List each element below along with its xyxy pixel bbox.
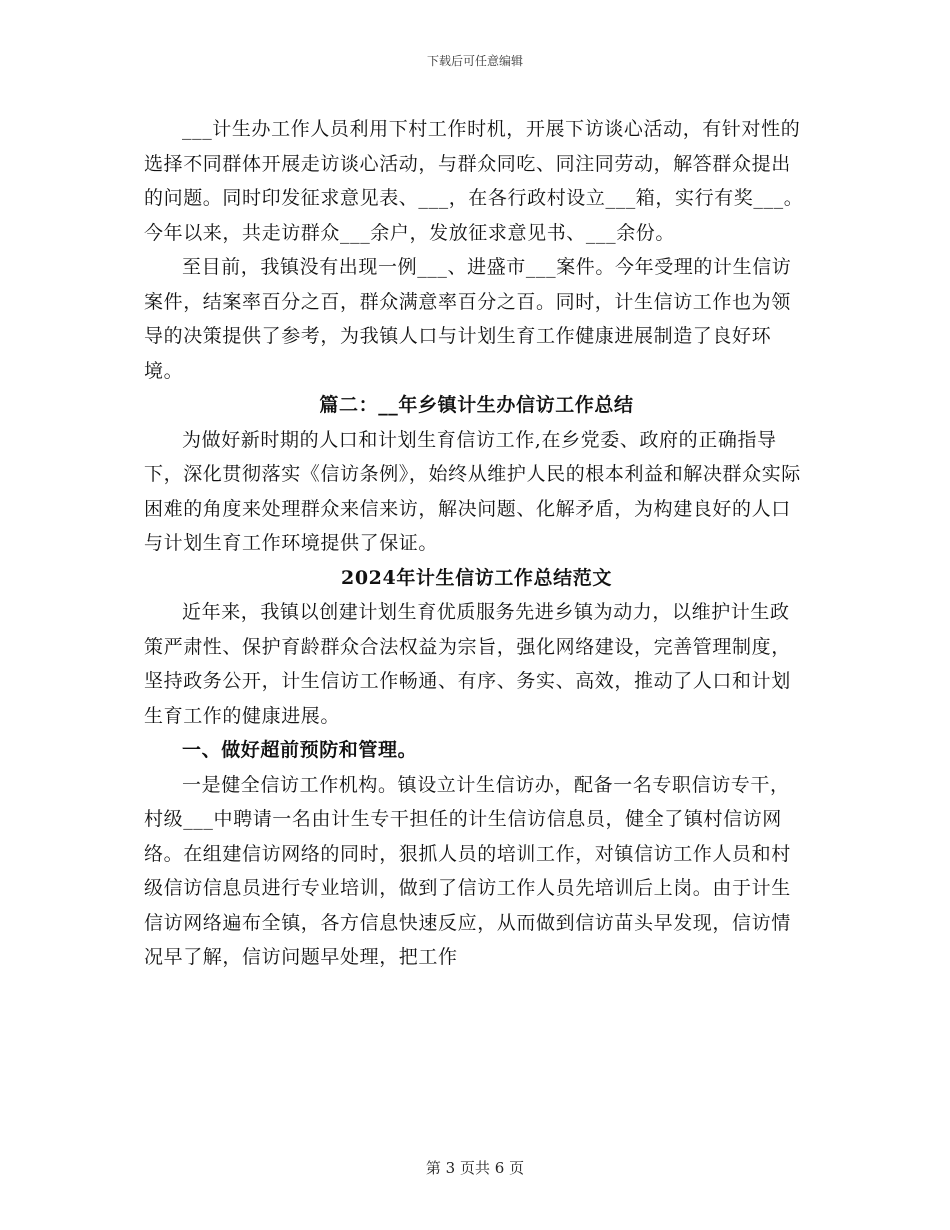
page-footer: 第 3 页共 6 页 <box>425 1159 525 1177</box>
paragraph-4: 近年来，我镇以创建计划生育优质服务先进乡镇为动力，以维护计生政策严肃性、保护育龄群众合法权益为宗旨，强化网络建设，完善管理制度，坚持政务公开，计生信访工作畅通、有序、务实、高效，推动了人口和计划生育工作的健康进展。 <box>144 601 791 727</box>
paragraph-1: ___计生办工作人员利用下村工作时机，开展下访谈心活动，有针对性的选择不同群体开展走访谈心活动，与群众同吃、同注同劳动，解答群众提出的问题。同时印发征求意见表、___，在各行政村设立___箱，实行有奖___。今年以来，共走访群众___余户，发放征求意见书、___余份。 <box>144 118 804 244</box>
document-body <box>144 112 809 975</box>
paragraph-5: 一是健全信访工作机构。镇设立计生信访办，配备一名专职信访专干，村级___中聘请一名由计生专干担任的计生信访信息员，健全了镇村信访网络。在组建信访网络的同时，狠抓人员的培训工作，对镇信访工作人员和村级信访信息员进行专业培训，做到了信访工作人员先培训后上岗。由于计生信访网络遍布全镇，各方信息快速反应，从而做到信访苗头早发现，信访情况早了解，信访问题早处理，把工作 <box>144 773 791 968</box>
paragraph-3: 为做好新时期的人口和计划生育信访工作,在乡党委、政府的正确指导下，深化贯彻落实《信访条例》，始终从维护人民的根本利益和解决群众实际困难的角度来处理群众来信来访，解决问题、化解矛盾，为构建良好的人口与计划生育工作环境提供了保证。 <box>144 428 801 554</box>
section-heading-2: 2024年计生信访工作总结范文 <box>341 566 612 589</box>
paragraph-2: 至目前，我镇没有出现一例___、进盛市___案件。今年受理的计生信访案件，结案率百分之百，群众满意率百分之百。同时，计生信访工作也为领导的决策提供了参考，为我镇人口与计划生育工作健康进展制造了良好环境。 <box>144 256 792 382</box>
subsection-heading-1: 一、做好超前预防和管理。 <box>182 739 418 761</box>
section-heading-1: 篇二：__年乡镇计生办信访工作总结 <box>319 394 634 416</box>
page-header: 下载后可任意编辑 <box>426 54 523 68</box>
